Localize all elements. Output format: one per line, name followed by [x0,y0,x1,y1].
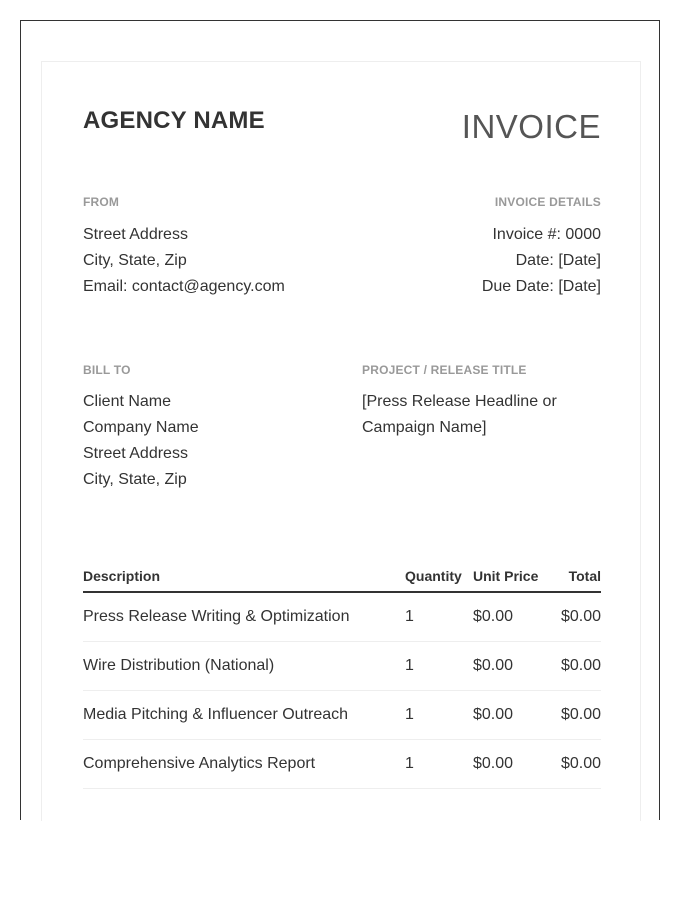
invoice-title: INVOICE [461,108,601,145]
bill-to-line: City, State, Zip [83,471,187,488]
cell-quantity: 1 [405,740,473,789]
bill-to-label: BILL TO [83,363,131,377]
cell-description: Comprehensive Analytics Report [83,740,405,789]
header-unit-price: Unit Price [473,560,553,592]
from-label: FROM [83,195,120,209]
document-frame [20,20,660,820]
from-line: Street Address [83,226,188,243]
from-section [83,195,383,300]
cell-description: Wire Distribution (National) [83,642,405,691]
invoice-due-date: Due Date: [Date] [481,278,601,295]
header-total: Total [553,560,601,592]
invoice-page [41,61,641,821]
agency-name: AGENCY NAME [83,107,265,134]
bill-to-section [83,363,353,493]
table-header-row [83,560,601,592]
table-row [83,642,601,691]
cell-description: Media Pitching & Influencer Outreach [83,691,405,740]
cell-quantity: 1 [405,592,473,642]
bill-to-line: Client Name [83,393,172,410]
invoice-details-label: INVOICE DETAILS [494,195,601,209]
cell-total: $0.00 [553,740,601,789]
project-label: PROJECT / RELEASE TITLE [362,363,527,377]
cell-unit-price: $0.00 [473,642,553,691]
invoice-details-section [351,195,601,300]
project-section [362,363,601,441]
cell-quantity: 1 [405,642,473,691]
cell-total: $0.00 [553,592,601,642]
table-row [83,691,601,740]
from-line: City, State, Zip [83,252,187,269]
table-row [83,592,601,642]
invoice-content [83,62,601,772]
project-line: [Press Release Headline or [362,393,557,410]
cell-quantity: 1 [405,691,473,740]
invoice-header [83,62,601,182]
bill-to-line: Street Address [83,445,188,462]
invoice-date: Date: [Date] [515,252,601,269]
table-row [83,740,601,789]
cell-total: $0.00 [553,642,601,691]
invoice-number: Invoice #: 0000 [492,226,601,243]
cell-unit-price: $0.00 [473,740,553,789]
header-quantity: Quantity [405,560,473,592]
cell-unit-price: $0.00 [473,592,553,642]
bill-to-line: Company Name [83,419,199,436]
cell-description: Press Release Writing & Optimization [83,592,405,642]
cell-total: $0.00 [553,691,601,740]
header-description: Description [83,560,405,592]
cell-unit-price: $0.00 [473,691,553,740]
from-line: Email: contact@agency.com [83,278,285,295]
line-items-table [83,560,601,789]
project-line: Campaign Name] [362,419,487,436]
